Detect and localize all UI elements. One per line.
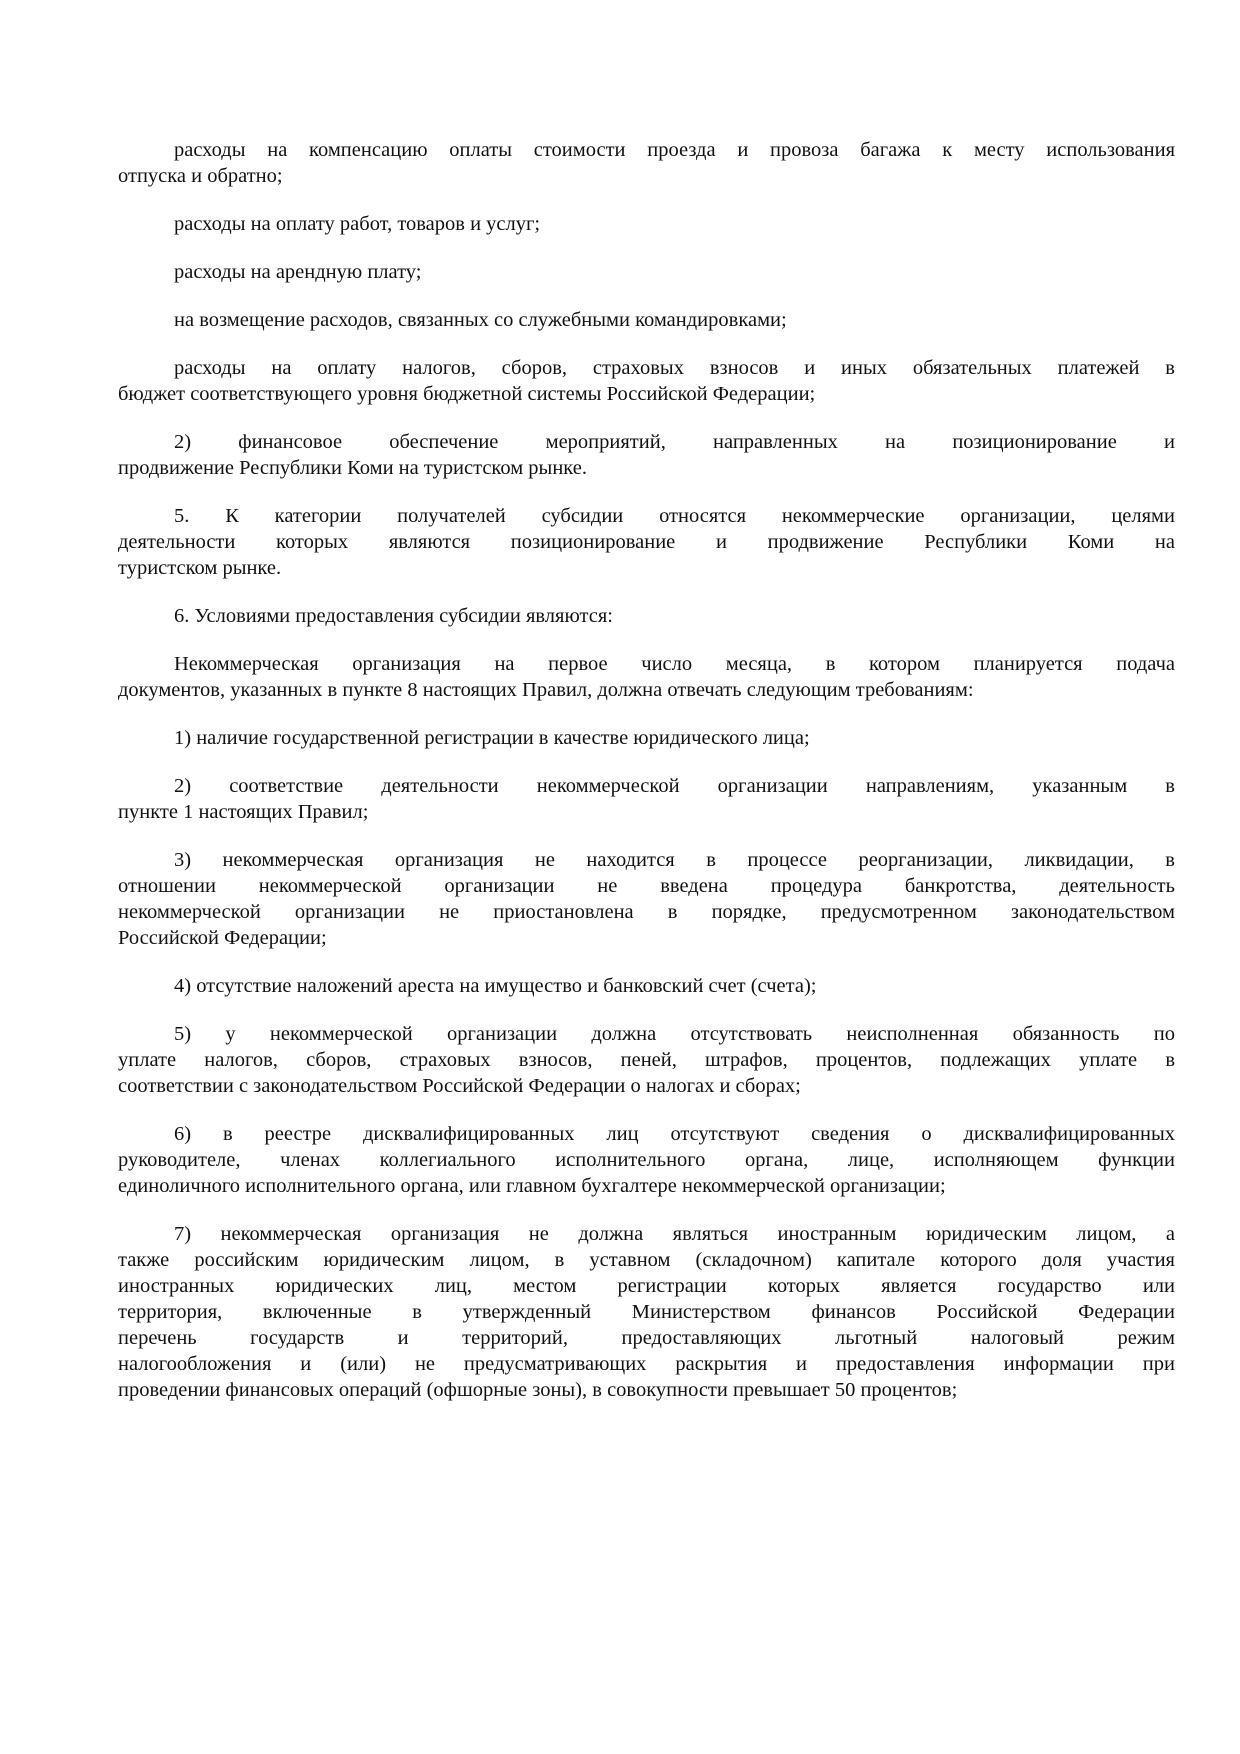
text-line: соответствии с законодательством Российской Федерации о налогах и сборах; <box>118 1075 801 1097</box>
text-line: 2) финансовое обеспечение мероприятий, направленных на позиционирование и <box>174 431 1175 453</box>
paragraph <box>118 725 1175 751</box>
text-line: пункте 1 настоящих Правил; <box>118 801 369 823</box>
paragraph <box>118 973 1175 999</box>
paragraph <box>118 651 1175 703</box>
paragraph <box>118 847 1175 951</box>
text-line: деятельности которых являются позиционирование и продвижение Республики Коми на <box>118 531 1175 553</box>
text-line: 5) у некоммерческой организации должна отсутствовать неисполненная обязанность по <box>174 1023 1175 1045</box>
text-line: налогообложения и (или) не предусматривающих раскрытия и предоставления информации при <box>118 1353 1175 1375</box>
paragraph <box>118 1021 1175 1099</box>
text-line: расходы на арендную плату; <box>174 261 422 283</box>
text-line: Некоммерческая организация на первое число месяца, в котором планируется подача <box>174 653 1175 675</box>
text-line: единоличного исполнительного органа, или главном бухгалтере некоммерческой организации; <box>118 1175 946 1197</box>
text-line: расходы на оплату работ, товаров и услуг; <box>174 213 541 235</box>
text-line: 7) некоммерческая организация не должна являться иностранным юридическим лицом, а <box>174 1223 1175 1245</box>
document-page <box>118 137 1175 1425</box>
text-line: отношении некоммерческой организации не введена процедура банкротства, деятельность <box>118 875 1175 897</box>
paragraph <box>118 1121 1175 1199</box>
text-line: территория, включенные в утвержденный Министерством финансов Российской Федерации <box>118 1301 1175 1323</box>
text-line: 5. К категории получателей субсидии относятся некоммерческие организации, целями <box>174 505 1175 527</box>
text-line: 4) отсутствие наложений ареста на имущество и банковский счет (счета); <box>174 975 817 997</box>
text-line: 3) некоммерческая организация не находится в процессе реорганизации, ликвидации, в <box>174 849 1175 871</box>
text-line: расходы на компенсацию оплаты стоимости проезда и провоза багажа к месту использования <box>174 139 1175 161</box>
paragraph <box>118 137 1175 189</box>
paragraph <box>118 773 1175 825</box>
text-line: 1) наличие государственной регистрации в качестве юридического лица; <box>174 727 810 749</box>
paragraph <box>118 355 1175 407</box>
text-line: руководителе, членах коллегиального исполнительного органа, лице, исполняющем функции <box>118 1149 1175 1171</box>
text-line: проведении финансовых операций (офшорные зоны), в совокупности превышает 50 процентов; <box>118 1379 958 1401</box>
text-line: иностранных юридических лиц, местом регистрации которых является государство или <box>118 1275 1175 1297</box>
text-line: Российской Федерации; <box>118 927 327 949</box>
text-line: также российским юридическим лицом, в уставном (складочном) капитале которого доля участия <box>118 1249 1175 1271</box>
text-line: некоммерческой организации не приостановлена в порядке, предусмотренном законодательством <box>118 901 1175 923</box>
paragraph <box>118 259 1175 285</box>
paragraph <box>118 307 1175 333</box>
text-line: документов, указанных в пункте 8 настоящих Правил, должна отвечать следующим требованиям: <box>118 679 974 701</box>
text-line: уплате налогов, сборов, страховых взносов, пеней, штрафов, процентов, подлежащих уплате в <box>118 1049 1175 1071</box>
text-line: перечень государств и территорий, предоставляющих льготный налоговый режим <box>118 1327 1175 1349</box>
text-line: 6) в реестре дисквалифицированных лиц отсутствуют сведения о дисквалифицированных <box>174 1123 1175 1145</box>
text-line: отпуска и обратно; <box>118 165 283 187</box>
paragraph <box>118 503 1175 581</box>
paragraph <box>118 211 1175 237</box>
text-line: бюджет соответствующего уровня бюджетной системы Российской Федерации; <box>118 383 816 405</box>
paragraph <box>118 1221 1175 1403</box>
text-line: продвижение Республики Коми на туристском рынке. <box>118 457 587 479</box>
paragraph <box>118 603 1175 629</box>
text-line: 6. Условиями предоставления субсидии являются: <box>174 605 613 627</box>
paragraph <box>118 429 1175 481</box>
text-line: расходы на оплату налогов, сборов, страховых взносов и иных обязательных платежей в <box>174 357 1175 379</box>
text-line: на возмещение расходов, связанных со служебными командировками; <box>174 309 787 331</box>
text-line: 2) соответствие деятельности некоммерческой организации направлениям, указанным в <box>174 775 1175 797</box>
text-line: туристском рынке. <box>118 557 282 579</box>
